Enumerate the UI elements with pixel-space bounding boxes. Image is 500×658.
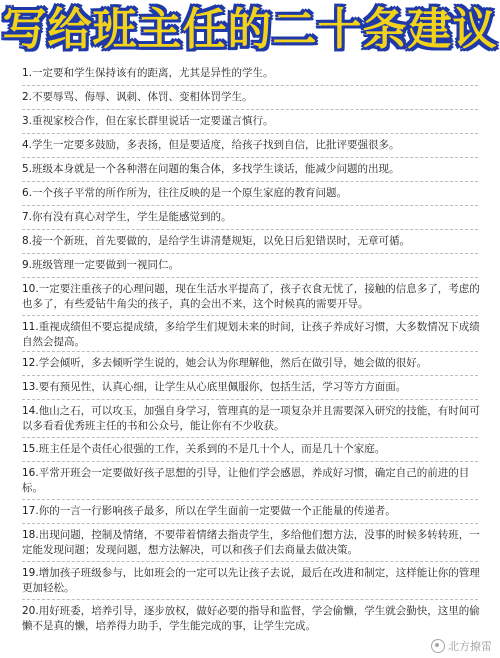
item-divider [22, 461, 478, 462]
item-divider [22, 437, 478, 438]
advice-item: 7.你有没有真心对学生，学生是能感觉到的。 [22, 211, 232, 223]
watermark [431, 638, 492, 654]
advice-item: 6.一个孩子平常的所作所为，往往反映的是一个原生家庭的教育问题。 [22, 187, 348, 199]
advice-item: 20.用好班委，培养引导，逐步放权，做好必要的指导和监督，学会偷懒，学生就会勤快，这里的偷懒不是真的懒，培养得力助手，学生能完成的事，让学生完成。 [22, 605, 480, 632]
item-divider [22, 229, 478, 230]
advice-item: 5.班级本身就是一个各种潜在问题的集合体，多找学生谈话，能减少问题的出现。 [22, 163, 400, 175]
item-divider [22, 85, 478, 86]
advice-item: 10.一定要注重孩子的心理问题，现在生活水平提高了，孩子衣食无忧了，接触的信息多了，考虑的也多了，有些爱钻牛角尖的孩子，真的会出不来，这个时候真的需要开导。 [22, 283, 480, 310]
advice-item: 3.重视家校合作，但在家长群里说话一定要谨言慎行。 [22, 115, 274, 127]
advice-item: 11.重视成绩但不要忘提成绩，多给学生们规划未来的时间，让孩子养成好习惯，大多数情况下成绩自然会提高。 [22, 321, 480, 348]
advice-item: 18.出现问题，控制及情绪，不要带着情绪去指责学生，多给他们想方法，没事的时候多转转班，一定能发现问题；发现问题，想方法解决，可以和孩子们去商量去做决策。 [22, 529, 480, 556]
watermark-text: 北方撩雷 [448, 640, 492, 653]
item-divider [22, 351, 478, 352]
item-divider [22, 375, 478, 376]
advice-item: 19.增加孩子班级参与，比如班会的一定可以先让孩子去说，最后在改进和制定，这样能让你的管理更加轻松。 [22, 567, 480, 594]
item-divider [22, 523, 478, 524]
item-divider [22, 109, 478, 110]
advice-item: 14.他山之石，可以攻玉，加强自身学习，管理真的是一项复杂并且需要深入研究的技能，有时间可以多看看优秀班主任的书和公众号，能让你有不少收获。 [22, 405, 480, 432]
item-divider [22, 253, 478, 254]
item-divider [22, 181, 478, 182]
advice-item: 16.平常开班会一定要做好孩子思想的引导，让他们学会感恩，养成好习惯，确定自己的前进的目标。 [22, 467, 470, 494]
advice-item: 4.学生一定要多鼓励，多表扬，但是要适度，给孩子找到自信，比批评要强很多。 [22, 139, 400, 151]
item-divider [22, 133, 478, 134]
advice-item: 15.班主任是个责任心很强的工作，关系到的不是几十个人，而是几十个家庭。 [22, 443, 386, 455]
item-divider [22, 499, 478, 500]
advice-item: 2.不要辱骂、侮辱、讽刺、体罚、变相体罚学生。 [22, 91, 253, 103]
advice-item: 8.接一个新班，首先要做的，是给学生讲清楚规矩，以免日后犯错误时，无章可循。 [22, 235, 411, 247]
title-banner [0, 0, 500, 60]
item-divider [22, 205, 478, 206]
item-divider [22, 157, 478, 158]
watermark-logo-icon [431, 639, 445, 653]
item-divider [22, 599, 478, 600]
item-divider [22, 561, 478, 562]
item-divider [22, 315, 478, 316]
page-title: 写给班主任的二十条建议 [2, 4, 498, 55]
advice-item: 17.你的一言一行影响孩子最多，所以在学生面前一定要做一个正能量的传递者。 [22, 505, 396, 517]
advice-item: 13.要有预见性，认真心细，让学生从心底里佩服你，包括生活，学习等方方面面。 [22, 381, 407, 393]
advice-item: 9.班级管理一定要做到一视同仁。 [22, 259, 180, 271]
item-divider [22, 399, 478, 400]
advice-item: 1.一定要和学生保持该有的距离，尤其是异性的学生。 [22, 67, 274, 79]
item-divider [22, 277, 478, 278]
advice-item: 12.学会倾听，多去倾听学生说的，她会认为你理解他，然后在做引导，她会做的很好。 [22, 357, 428, 369]
